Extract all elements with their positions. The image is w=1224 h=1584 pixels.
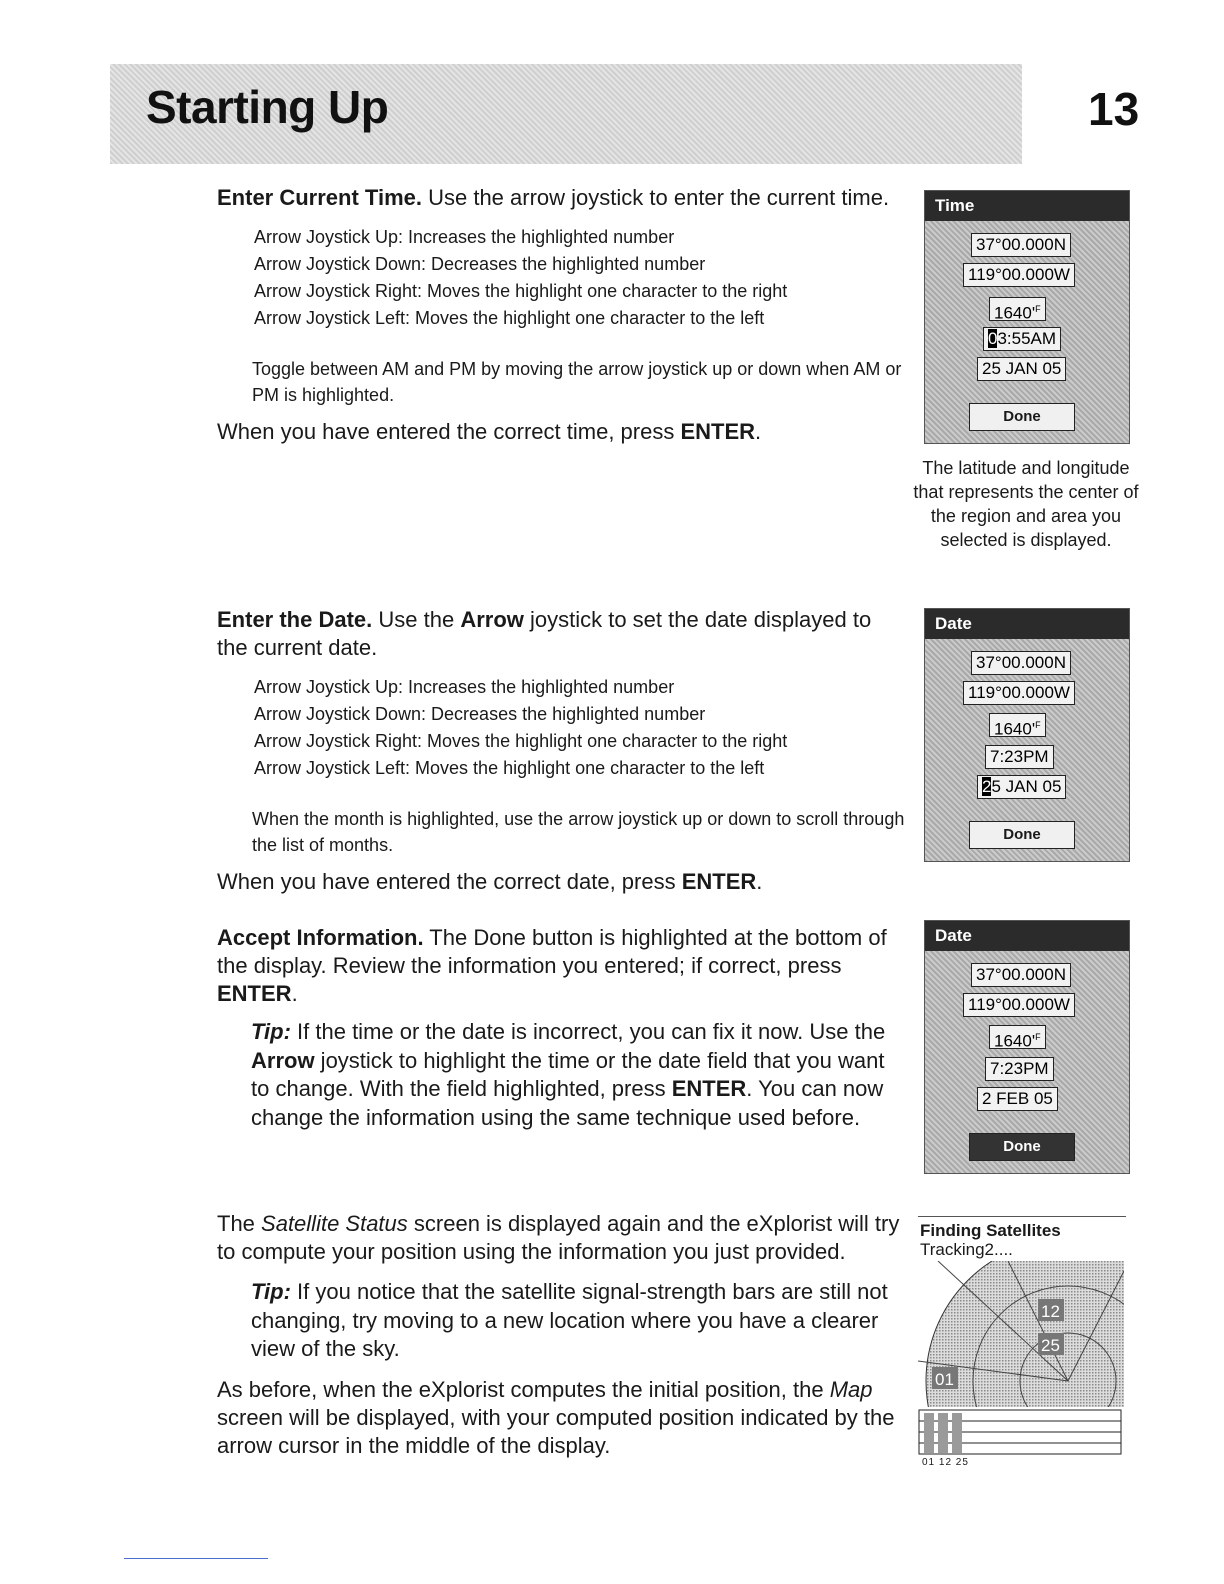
accept-screen [924, 920, 1130, 1174]
list-item: Arrow Joystick Up: Increases the highlighted number [254, 677, 675, 697]
satellite-label: 01 [935, 1370, 954, 1389]
section-intro: Enter Current Time. Use the arrow joystick to enter the current time. [217, 185, 890, 210]
note-text: When the month is highlighted, use the arrow joystick up or down to scroll through the list of months. [252, 809, 905, 855]
list-item: Arrow Joystick Down: Decreases the highlighted number [254, 704, 706, 724]
elevation-field: $1640'^F$ [989, 297, 1046, 321]
longitude-field: 119°00.000W [963, 993, 1075, 1017]
page-number: 13 [1088, 83, 1140, 135]
list-item: Arrow Joystick Right: Moves the highlight one character to the right [254, 281, 788, 301]
list-item: Arrow Joystick Left: Moves the highlight one character to the left [254, 308, 765, 328]
highlighted-digit: 2 [982, 777, 992, 796]
tracking-status: Tracking2.... [920, 1240, 1013, 1259]
joystick-list [217, 674, 907, 782]
signal-bar [952, 1413, 962, 1453]
list-item: Arrow Joystick Down: Decreases the highlighted number [254, 254, 706, 274]
section-accept-information [217, 924, 907, 1132]
list-item: Arrow Joystick Up: Increases the highlighted number [254, 227, 675, 247]
satellite-ids: 01 12 25 [922, 1457, 969, 1468]
footer-rule [124, 1558, 268, 1559]
tip-paragraph: Tip: If the time or the date is incorrect, you can fix it now. Use the Arrow joystick to highlight the time or the date field that you want to change. With the field highlighted, press ENTER. You can now change the information using the same technique used before. [251, 1019, 886, 1130]
section-enter-time [217, 184, 907, 446]
chapter-title: Starting Up [146, 81, 389, 133]
screen-title: Time [925, 191, 1129, 221]
done-button[interactable]: Done [969, 403, 1075, 431]
highlighted-digit: 0 [988, 329, 998, 348]
closing-text: When you have entered the correct date, press ENTER. [217, 869, 763, 894]
section-lead: Enter Current Time. [217, 185, 422, 210]
tip-label: Tip: [251, 1279, 291, 1304]
longitude-field: 119°00.000W [963, 681, 1075, 705]
date-field: 2 FEB 05 [977, 1087, 1058, 1111]
list-item: Arrow Joystick Left: Moves the highlight one character to the left [254, 758, 765, 778]
elevation-field: $1640'^F$ [989, 713, 1046, 737]
date-screen [924, 608, 1130, 862]
tip-paragraph: Tip: If you notice that the satellite signal-strength bars are still not changing, try moving to a new location where you have a clearer view of the sky. [251, 1279, 888, 1361]
satellite-screen [918, 1216, 1126, 1477]
section-enter-date [217, 606, 907, 896]
figure-caption: The latitude and longitude that represents the center of the region and area you selected is displayed. [913, 458, 1139, 550]
done-button[interactable]: Done [969, 821, 1075, 849]
sky-view-icon [918, 1261, 1124, 1407]
latitude-field: 37°00.000N [971, 233, 1071, 257]
time-field: 7:23PM [985, 745, 1054, 769]
time-field: 03:55AM [983, 327, 1061, 351]
screen-title: Finding Satellites [920, 1221, 1061, 1240]
section-satellite-status [217, 1210, 907, 1460]
tip-label: Tip: [251, 1019, 291, 1044]
list-item: Arrow Joystick Right: Moves the highlight one character to the right [254, 731, 788, 751]
satellite-paragraph: The Satellite Status screen is displayed again and the eXplorist will try to compute your position using the information you just provided. [217, 1211, 900, 1264]
date-field: 25 JAN 05 [977, 775, 1066, 799]
date-field: 25 JAN 05 [977, 357, 1066, 381]
closing-text: When you have entered the correct time, press ENTER. [217, 419, 762, 444]
screen-title: Date [925, 609, 1129, 639]
signal-bar [924, 1413, 934, 1453]
elevation-field: $1640'^F$ [989, 1025, 1046, 1049]
latitude-field: 37°00.000N [971, 651, 1071, 675]
time-screen [924, 190, 1130, 444]
note-text: Toggle between AM and PM by moving the arrow joystick up or down when AM or PM is highlighted. [252, 359, 902, 405]
section-intro: Accept Information. The Done button is highlighted at the bottom of the display. Review the information you entered; if correct, press ENTER. [217, 925, 887, 1006]
section-lead: Accept Information. [217, 925, 424, 950]
signal-bars [918, 1409, 1124, 1455]
latitude-field: 37°00.000N [971, 963, 1071, 987]
section-intro: Enter the Date. Use the Arrow joystick to set the date displayed to the current date. [217, 607, 872, 660]
satellite-label: 12 [1041, 1302, 1060, 1321]
map-paragraph: As before, when the eXplorist computes the initial position, the Map screen will be displayed, with your computed position indicated by the arrow cursor in the middle of the display. [217, 1376, 895, 1458]
joystick-list [217, 224, 907, 332]
section-lead: Enter the Date. [217, 607, 373, 632]
satellite-label: 25 [1041, 1336, 1060, 1355]
time-field: 7:23PM [985, 1057, 1054, 1081]
screen-title: Date [925, 921, 1129, 951]
done-button[interactable]: Done [969, 1133, 1075, 1161]
longitude-field: 119°00.000W [963, 263, 1075, 287]
signal-bar [938, 1413, 948, 1453]
